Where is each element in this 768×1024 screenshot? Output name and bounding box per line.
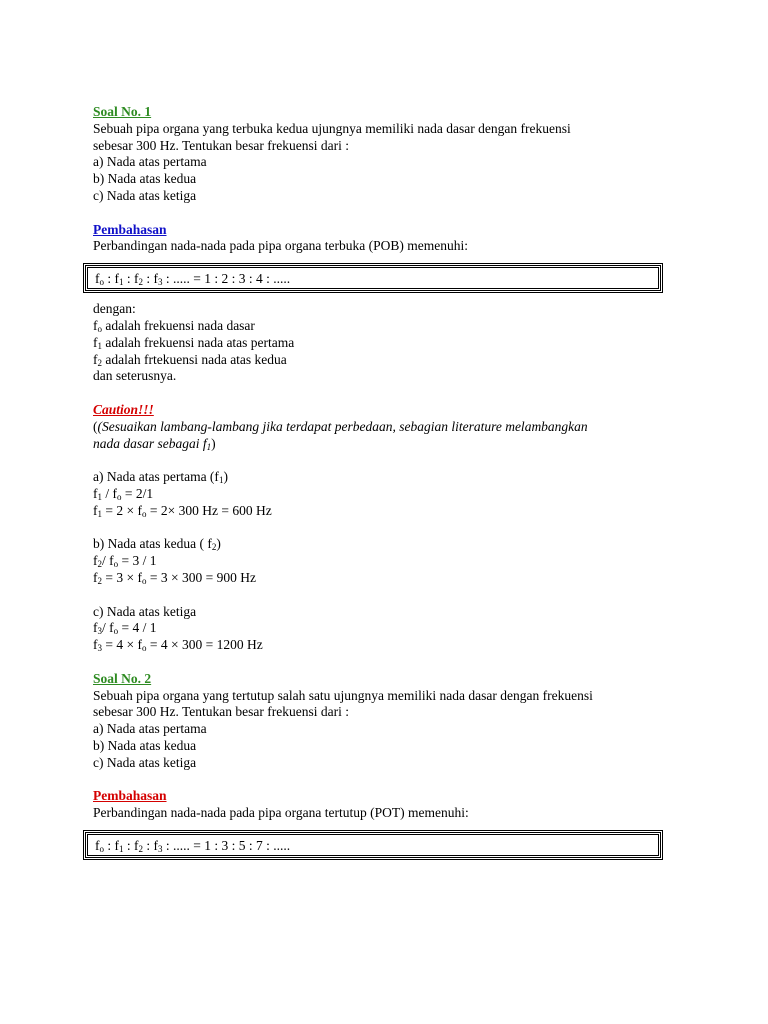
solusi-a-title-end: ) <box>223 469 228 485</box>
soal-2-question-line-2: sebesar 300 Hz. Tentukan besar frekuensi dari : <box>93 704 349 720</box>
definition-f1-text: adalah frekuensi nada atas pertama <box>102 334 295 350</box>
soal-2-question-line-1: Sebuah pipa organa yang tertutup salah satu ujungnya memiliki nada dasar dengan frekuensi <box>93 687 593 703</box>
solusi-b-title: b) Nada atas kedua ( $f_2$) <box>93 536 221 553</box>
pob-ratio-text: : ..... = 1 : 2 : 3 : 4 : ..... <box>162 271 291 287</box>
caution-line-1: ((Sesuaikan lambang-lambang jika terdapat perbedaan, sebagian literature melambangkan <box>93 418 588 434</box>
caution-line-2-text: nada dasar sebagai f <box>93 435 207 451</box>
soal-1-question-line-2: sebesar 300 Hz. Tentukan besar frekuensi dari : <box>93 137 349 153</box>
document-content <box>93 104 693 868</box>
soal-1-question-line-1: Sebuah pipa organa yang terbuka kedua ujungnya memiliki nada dasar dengan frekuensi <box>93 120 571 136</box>
solusi-b-calc-text: = 3 × 300 = 900 Hz <box>146 569 256 585</box>
solusi-c-ratio: $f_3/$ $f_o = 4 / 1$ <box>93 620 157 637</box>
solusi-a-ratio-text: = 2/1 <box>121 485 154 501</box>
definition-f0-text: adalah frekuensi nada dasar <box>102 317 255 333</box>
caution-line-2-sub: 1 <box>206 441 212 452</box>
caution-line-1-text: (Sesuaikan lambang-lambang jika terdapat perbedaan, sebagian literature melambangkan <box>97 418 588 434</box>
pembahasan-1-heading: Pembahasan <box>93 221 167 237</box>
caution-line-2-end: ) <box>211 435 216 451</box>
definition-f1: $f_1$ adalah frekuensi nada atas pertama <box>93 334 295 351</box>
soal-1-heading: Soal No. 1 <box>93 104 152 119</box>
solusi-a-title: a) Nada atas pertama $(f_1)$ <box>93 469 228 486</box>
pembahasan-1-intro: Perbandingan nada-nada pada pipa organa terbuka (POB) memenuhi: <box>93 238 469 254</box>
soal-2-heading: Soal No. 2 <box>93 670 152 686</box>
solusi-a-ratio: $f_1 / f_o = 2/1$ <box>93 485 154 502</box>
pot-ratio-text: : ..... = 1 : 3 : 5 : 7 : ..... <box>162 837 291 853</box>
definition-f2: $f_2$ adalah frtekuensi nada atas kedua <box>93 351 287 368</box>
solusi-b-ratio: $f_2/$ $f_o = 3 / 1$ <box>93 553 157 570</box>
soal-2-item-b: b) Nada atas kedua <box>93 737 197 753</box>
soal-2-item-c: c) Nada atas ketiga <box>93 754 197 770</box>
solusi-c-calc: $f_3 = 4 \times f_o = 4 \times 300 = 1200$ Hz <box>93 637 263 654</box>
solusi-b-title-end: ) <box>216 536 221 552</box>
soal-1-item-c: c) Nada atas ketiga <box>93 187 197 203</box>
solusi-c-title: c) Nada atas ketiga <box>93 603 197 619</box>
definition-f0: $f_o$ adalah frekuensi nada dasar <box>93 317 255 334</box>
pot-ratio-formula: $f_o$ : $f_1$ : $f_2$ : $f_3$ : ..... = 1 : 3 : 5 : 7 : ..... <box>87 834 659 856</box>
solusi-b-ratio-text: = 3 / 1 <box>118 553 157 569</box>
soal-1-item-b: b) Nada atas kedua <box>93 171 197 187</box>
pob-ratio-formula: $f_o$ : $f_1$ : $f_2$ : $f_3$ : ..... = 1 : 2 : 3 : 4 : ..... <box>87 267 659 289</box>
solusi-b-title-text: b) Nada atas kedua ( f <box>93 536 212 552</box>
solusi-c-calc-text: = 4 × 300 = 1200 Hz <box>146 637 263 653</box>
solusi-a-calc: $f_1 = 2 \times f_o = 2\times 300$ Hz = 600 Hz <box>93 502 272 519</box>
pembahasan-2-heading: Pembahasan <box>93 788 167 804</box>
pob-ratio-box <box>83 263 663 293</box>
definition-f2-text: adalah frtekuensi nada atas kedua <box>102 351 287 367</box>
caution-line-2 <box>93 436 693 453</box>
solusi-a-calc-text: = 2× 300 Hz = 600 Hz <box>146 502 272 518</box>
caution-heading: Caution!!! <box>93 401 154 417</box>
solusi-c-ratio-text: = 4 / 1 <box>118 620 157 636</box>
soal-2-item-a: a) Nada atas pertama <box>93 721 207 737</box>
pot-ratio-box <box>83 830 663 860</box>
pembahasan-2-intro: Perbandingan nada-nada pada pipa organa tertutup (POT) memenuhi: <box>93 805 469 821</box>
dengan-label: dengan: <box>93 301 136 317</box>
dan-seterusnya: dan seterusnya. <box>93 368 177 384</box>
solusi-b-calc: $f_2 = 3 \times f_o = 3 \times 300 = 900$ Hz <box>93 569 256 586</box>
solusi-a-title-text: a) Nada atas pertama (f <box>93 469 219 485</box>
soal-1-item-a: a) Nada atas pertama <box>93 154 207 170</box>
